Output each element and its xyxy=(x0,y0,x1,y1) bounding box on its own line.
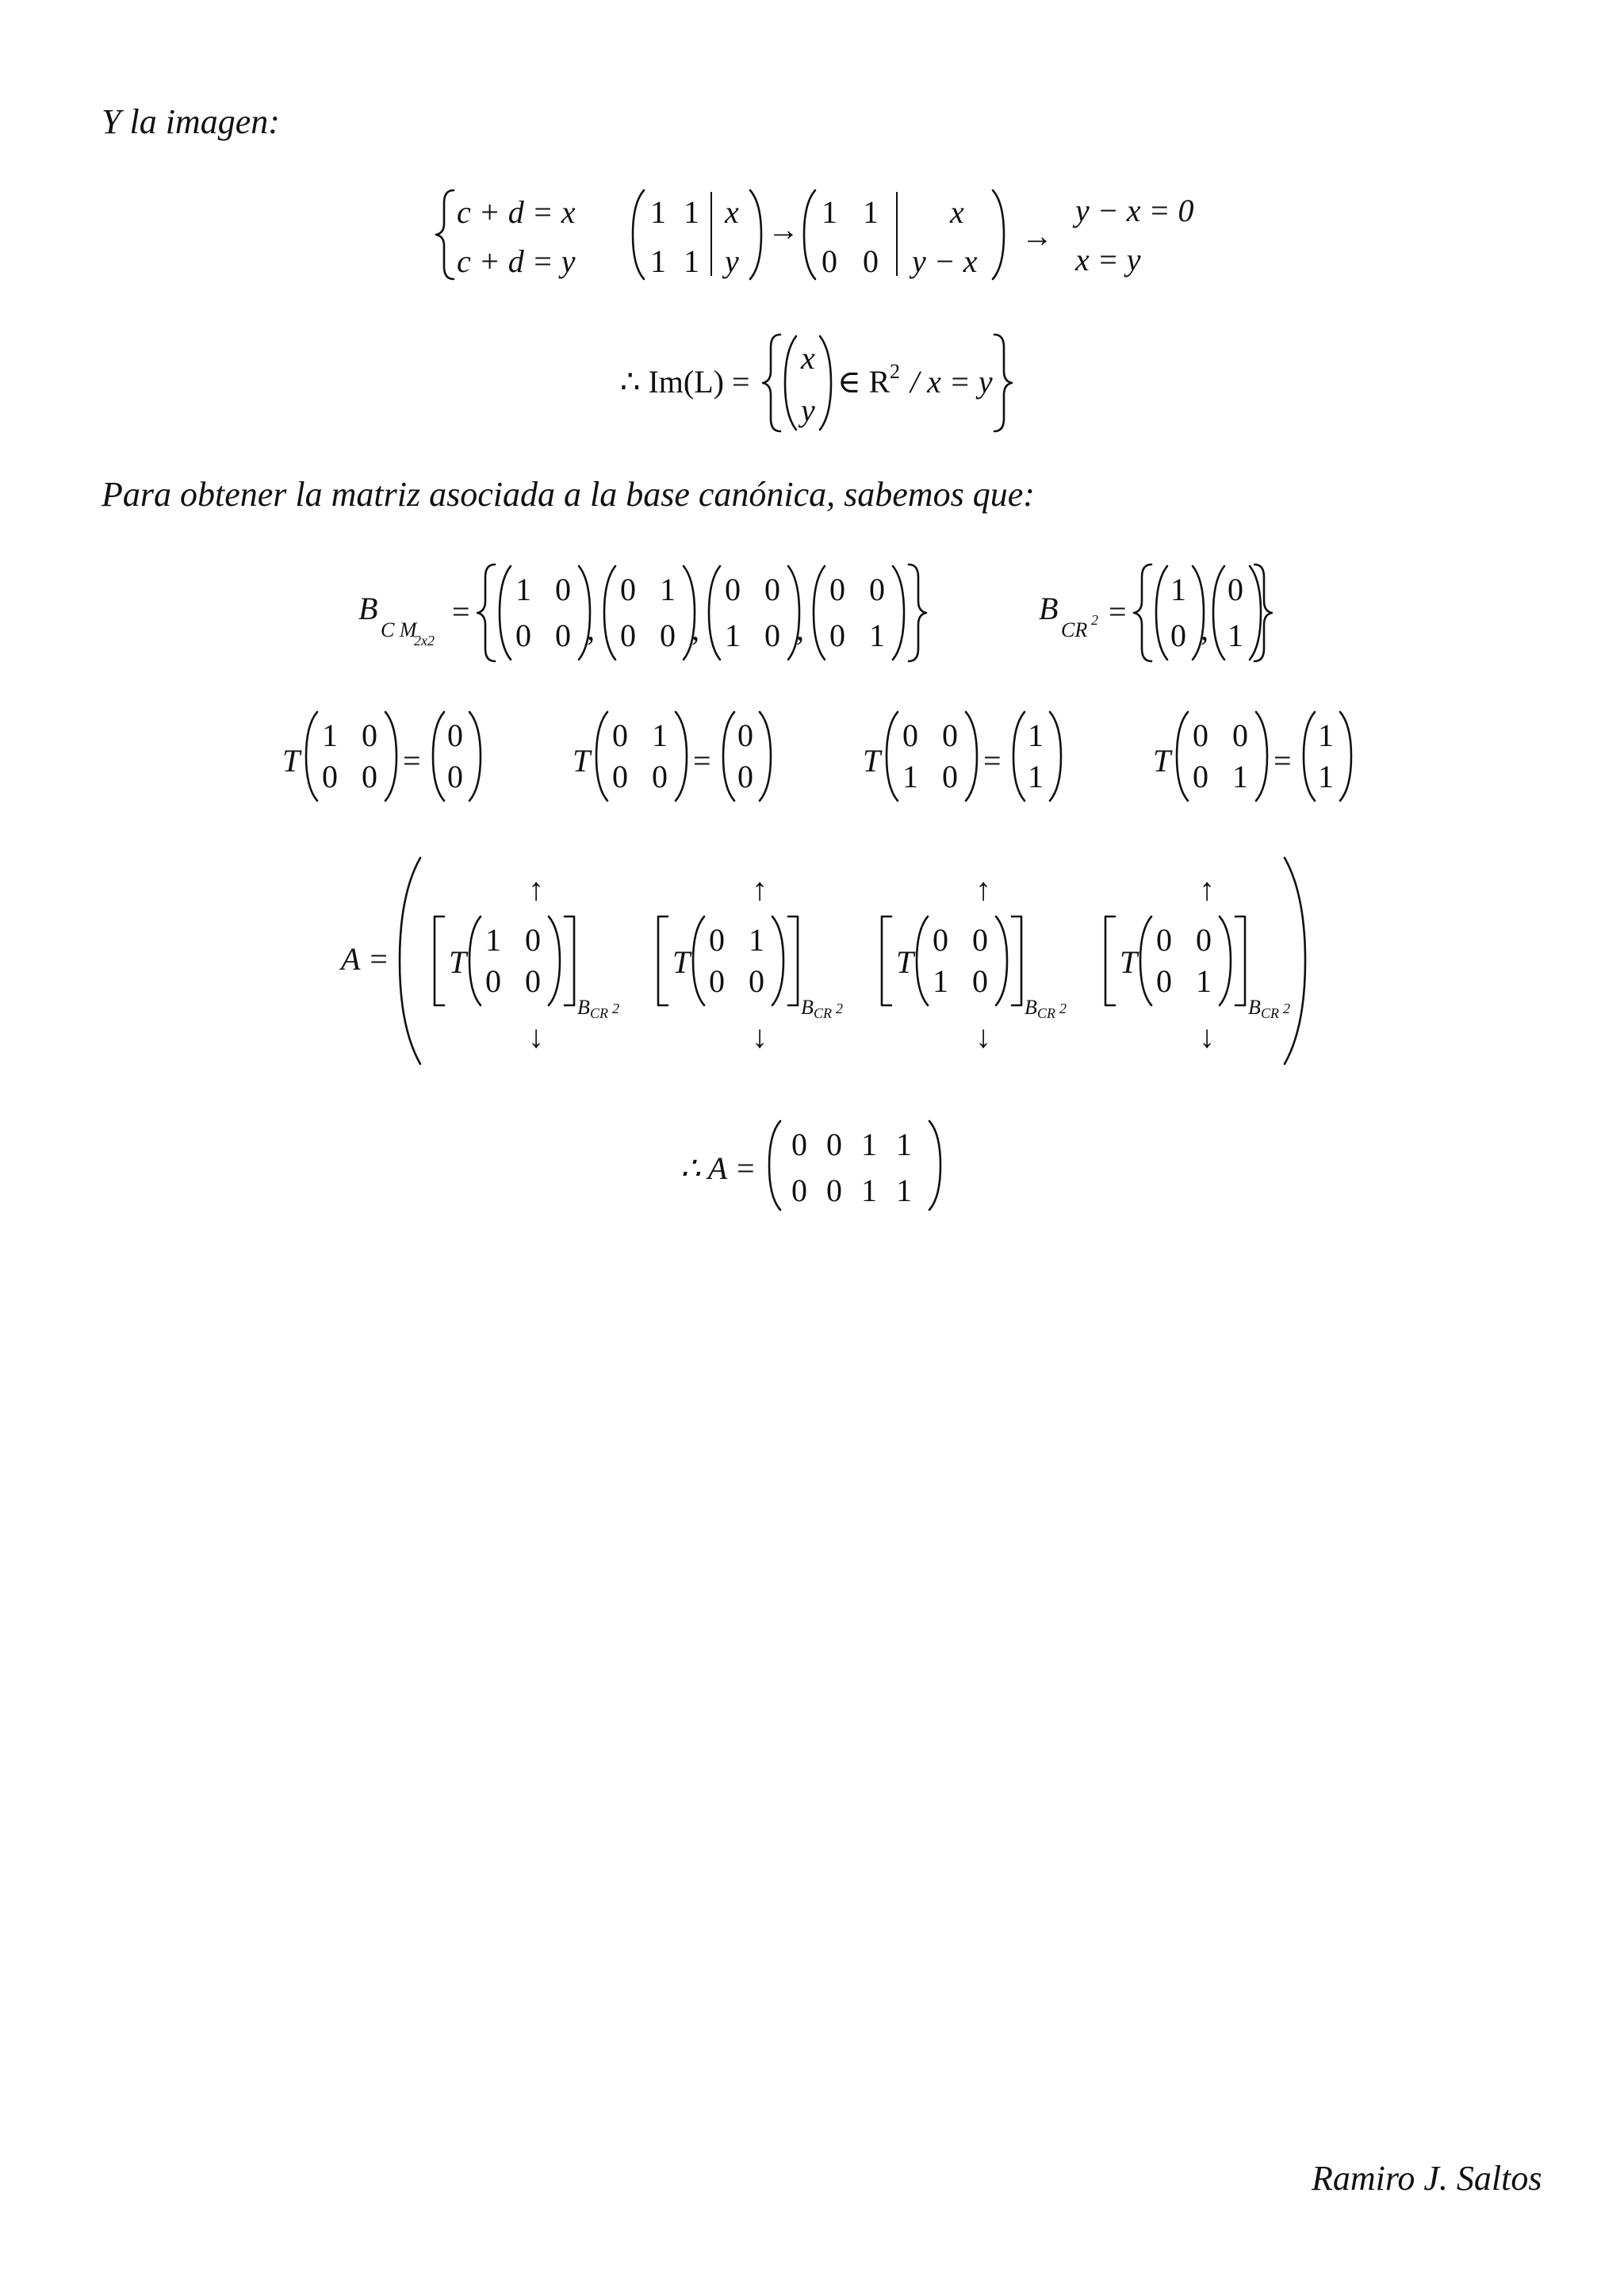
left-paren xyxy=(498,564,514,661)
cell: 0 xyxy=(933,922,948,958)
subscript-b: B xyxy=(1025,996,1037,1019)
right-paren xyxy=(466,710,482,802)
t-operator: T xyxy=(1120,944,1138,980)
equals: = xyxy=(452,594,470,629)
left-paren xyxy=(431,710,447,802)
cell: 1 xyxy=(749,922,764,958)
right-paren xyxy=(890,564,906,661)
cell: 0 xyxy=(515,618,531,653)
image-tail: / x = y xyxy=(910,364,993,400)
cell: 0 xyxy=(791,1127,807,1162)
transform-equation xyxy=(282,710,552,806)
left-paren xyxy=(1212,564,1228,661)
subscript-b: B xyxy=(577,996,590,1019)
right-paren xyxy=(993,915,1009,1007)
left-bracket xyxy=(880,915,893,1007)
basis-sub: C M xyxy=(381,618,417,641)
t-operator: T xyxy=(672,944,691,980)
left-paren xyxy=(1175,710,1191,802)
cell: 0 xyxy=(1156,963,1172,999)
right-brace xyxy=(1250,561,1274,664)
cell: 1 xyxy=(1232,759,1248,794)
cell: 1 xyxy=(902,759,918,794)
cell: 0 xyxy=(737,718,753,753)
cell: 0 xyxy=(362,718,377,753)
augmented-matrix-2 xyxy=(802,187,1009,282)
image-power: 2 xyxy=(890,360,900,383)
left-paren xyxy=(707,564,723,661)
image-condition: ∈ R xyxy=(837,364,891,400)
cell: 0 xyxy=(709,963,725,999)
t-operator: T xyxy=(896,944,914,980)
cell: 0 xyxy=(826,1127,842,1162)
cell: 0 xyxy=(869,572,885,607)
right-paren xyxy=(1047,710,1063,802)
up-arrow: ↑ xyxy=(752,871,768,907)
comma: , xyxy=(1201,611,1208,647)
right-bracket xyxy=(1010,915,1023,1007)
cell: 0 xyxy=(725,572,741,607)
cell: 1 xyxy=(485,922,501,958)
equals: = xyxy=(693,743,711,779)
left-bracket xyxy=(433,915,446,1007)
cell: 1 xyxy=(650,243,666,279)
up-arrow: ↑ xyxy=(528,871,544,907)
basis-m2x2 xyxy=(358,561,929,664)
cell: 1 xyxy=(896,1173,912,1208)
left-bracket xyxy=(657,915,669,1007)
cell: 1 xyxy=(1318,718,1334,753)
left-brace xyxy=(476,561,500,664)
right-paren xyxy=(769,915,785,1007)
cell: 1 xyxy=(652,718,668,753)
cell: 1 xyxy=(1170,572,1186,607)
basis-sup: 2 xyxy=(1091,612,1098,628)
subscript-b: B xyxy=(801,996,814,1019)
result-row-2: x = y xyxy=(1075,242,1141,277)
right-paren xyxy=(963,710,979,802)
augment-divider xyxy=(710,192,712,276)
cell: 0 xyxy=(749,963,764,999)
cell: 0 xyxy=(737,759,753,794)
cell: y xyxy=(725,243,739,279)
cell: 0 xyxy=(322,759,338,794)
cell: 0 xyxy=(1196,922,1212,958)
cell: 0 xyxy=(447,718,463,753)
cell: 0 xyxy=(764,618,780,653)
cell: 1 xyxy=(822,194,837,230)
down-arrow: ↓ xyxy=(975,1019,991,1054)
augment-divider xyxy=(896,192,898,276)
coordinate-bracket xyxy=(1104,915,1310,1021)
subscript-power: 2 xyxy=(1283,1001,1290,1016)
cell: 1 xyxy=(861,1127,877,1162)
left-paren xyxy=(468,915,484,1007)
cell: 0 xyxy=(525,963,541,999)
a-column xyxy=(880,855,1094,1067)
subscript-cr: CR xyxy=(814,1005,833,1021)
heading-image: Y la imagen: xyxy=(102,102,280,141)
cell: 0 xyxy=(485,963,501,999)
heading-matrix: Para obtener la matriz asociada a la base canónica, sabemos que: xyxy=(102,475,1035,514)
right-bracket xyxy=(563,915,576,1007)
cell: 1 xyxy=(660,572,676,607)
cell: 0 xyxy=(1156,922,1172,958)
cell: 0 xyxy=(612,759,628,794)
a-label: A = xyxy=(341,941,389,977)
cell: 0 xyxy=(972,922,988,958)
equation-system xyxy=(435,187,593,282)
right-bracket xyxy=(1234,915,1247,1007)
cell: 0 xyxy=(1193,759,1208,794)
author-signature: Ramiro J. Saltos xyxy=(1312,2159,1542,2198)
matrix-a-result xyxy=(680,1118,950,1213)
image-set xyxy=(620,331,1017,434)
left-paren xyxy=(812,564,828,661)
coordinate-bracket xyxy=(657,915,863,1021)
matrix-a-definition xyxy=(341,855,1308,1067)
left-paren xyxy=(1155,564,1170,661)
basis-r2 xyxy=(1039,561,1277,664)
cell: 1 xyxy=(515,572,531,607)
right-paren xyxy=(1281,855,1308,1067)
subscript-power: 2 xyxy=(612,1001,619,1016)
right-bracket xyxy=(787,915,799,1007)
left-paren xyxy=(1139,915,1155,1007)
cell: 0 xyxy=(555,572,571,607)
left-paren xyxy=(885,710,901,802)
cell: 0 xyxy=(829,572,845,607)
system-row-1: c + d = x xyxy=(457,194,576,230)
right-paren xyxy=(1253,710,1269,802)
cell: x xyxy=(950,194,964,230)
transform-equation xyxy=(573,710,842,806)
right-paren xyxy=(756,710,772,802)
t-operator: T xyxy=(1153,743,1171,779)
transform-row xyxy=(282,710,1392,806)
left-brace xyxy=(1132,561,1156,664)
arrow: → xyxy=(768,212,799,247)
cell: 1 xyxy=(1028,759,1044,794)
cell: 1 xyxy=(650,194,666,230)
a-column xyxy=(657,855,871,1067)
left-paren xyxy=(595,710,611,802)
left-brace xyxy=(761,331,785,434)
basis-label: B xyxy=(1039,591,1059,626)
cell: 1 xyxy=(1028,718,1044,753)
coordinate-bracket xyxy=(433,915,639,1021)
a-column xyxy=(433,855,647,1067)
cell: y − x xyxy=(912,243,978,279)
cell: 1 xyxy=(684,194,699,230)
augmented-matrix-1 xyxy=(631,187,766,282)
a-result-prefix: ∴ A = xyxy=(680,1150,756,1186)
basis-matrices xyxy=(498,564,902,663)
left-paren xyxy=(915,915,931,1007)
equals: = xyxy=(1274,743,1292,779)
comma: , xyxy=(691,611,699,647)
cell: 0 xyxy=(652,759,668,794)
cell: 0 xyxy=(660,618,676,653)
coordinate-bracket xyxy=(880,915,1086,1021)
a-columns xyxy=(427,855,1290,1067)
subscript-cr: CR xyxy=(1261,1005,1280,1021)
right-brace xyxy=(990,331,1013,434)
left-paren xyxy=(1012,710,1028,802)
cell: 0 xyxy=(1170,618,1186,653)
cell: 0 xyxy=(764,572,780,607)
left-brace xyxy=(435,187,458,282)
right-paren xyxy=(1216,915,1232,1007)
cell: 0 xyxy=(942,759,958,794)
down-arrow: ↓ xyxy=(1199,1019,1215,1054)
cell: 1 xyxy=(1228,618,1243,653)
subscript-cr: CR xyxy=(590,1005,609,1021)
right-paren xyxy=(546,915,561,1007)
system-row-2: c + d = y xyxy=(457,243,576,279)
cell: 0 xyxy=(1228,572,1243,607)
basis-label: B xyxy=(358,591,378,626)
left-paren xyxy=(1302,710,1318,802)
equals: = xyxy=(983,743,1002,779)
a-result-entries xyxy=(783,1118,926,1213)
transform-equation xyxy=(1153,710,1423,806)
cell: 1 xyxy=(684,243,699,279)
left-bracket xyxy=(1104,915,1116,1007)
cell: 1 xyxy=(869,618,885,653)
transform-equation xyxy=(863,710,1132,806)
left-paren xyxy=(603,564,619,661)
cell: 0 xyxy=(791,1173,807,1208)
right-brace xyxy=(904,561,928,664)
up-arrow: ↑ xyxy=(975,871,991,907)
vector-entry-x: x xyxy=(801,340,815,376)
cell: 0 xyxy=(822,243,837,279)
subscript-power: 2 xyxy=(836,1001,843,1016)
subscript-b: B xyxy=(1248,996,1261,1019)
t-operator: T xyxy=(449,944,467,980)
cell: 0 xyxy=(709,922,725,958)
cell: 1 xyxy=(861,1173,877,1208)
basis-subsub: 2x2 xyxy=(414,633,435,649)
cell: 1 xyxy=(933,963,948,999)
cell: 1 xyxy=(896,1127,912,1162)
result-row-1: y − x = 0 xyxy=(1075,193,1194,228)
cell: 1 xyxy=(322,718,338,753)
equals: = xyxy=(1109,594,1127,629)
left-paren xyxy=(691,915,707,1007)
left-paren xyxy=(722,710,737,802)
cell: 1 xyxy=(1318,759,1334,794)
right-paren xyxy=(672,710,688,802)
cell: 0 xyxy=(447,759,463,794)
down-arrow: ↓ xyxy=(752,1019,768,1054)
vector-entry-y: y xyxy=(801,392,815,428)
cell: 0 xyxy=(620,618,636,653)
cell: x xyxy=(725,194,739,230)
basis-sub: CR xyxy=(1061,618,1088,641)
t-operator: T xyxy=(863,743,881,779)
cell: 0 xyxy=(1232,718,1248,753)
cell: 0 xyxy=(972,963,988,999)
left-paren xyxy=(304,710,320,802)
cell: 1 xyxy=(1196,963,1212,999)
cell: 0 xyxy=(555,618,571,653)
t-operator: T xyxy=(573,743,591,779)
cell: 0 xyxy=(826,1173,842,1208)
right-paren xyxy=(1337,710,1353,802)
cell: 0 xyxy=(863,243,879,279)
basis-vectors xyxy=(1155,564,1253,663)
image-prefix: ∴ Im(L) = xyxy=(620,364,750,400)
cell: 0 xyxy=(612,718,628,753)
cell: 0 xyxy=(620,572,636,607)
up-arrow: ↑ xyxy=(1199,871,1215,907)
cell: 0 xyxy=(362,759,377,794)
cell: 0 xyxy=(942,718,958,753)
subscript-power: 2 xyxy=(1059,1001,1067,1016)
cell: 0 xyxy=(902,718,918,753)
cell: 1 xyxy=(725,618,741,653)
right-paren xyxy=(382,710,398,802)
down-arrow: ↓ xyxy=(528,1019,544,1054)
left-paren xyxy=(396,855,423,1067)
comma: , xyxy=(587,611,595,647)
comma: , xyxy=(796,611,804,647)
cell: 0 xyxy=(525,922,541,958)
cell: 0 xyxy=(829,618,845,653)
t-operator: T xyxy=(282,743,301,779)
subscript-cr: CR xyxy=(1037,1005,1056,1021)
cell: 0 xyxy=(1193,718,1208,753)
arrow: → xyxy=(1021,218,1053,254)
cell: 1 xyxy=(863,194,879,230)
equals: = xyxy=(403,743,421,779)
